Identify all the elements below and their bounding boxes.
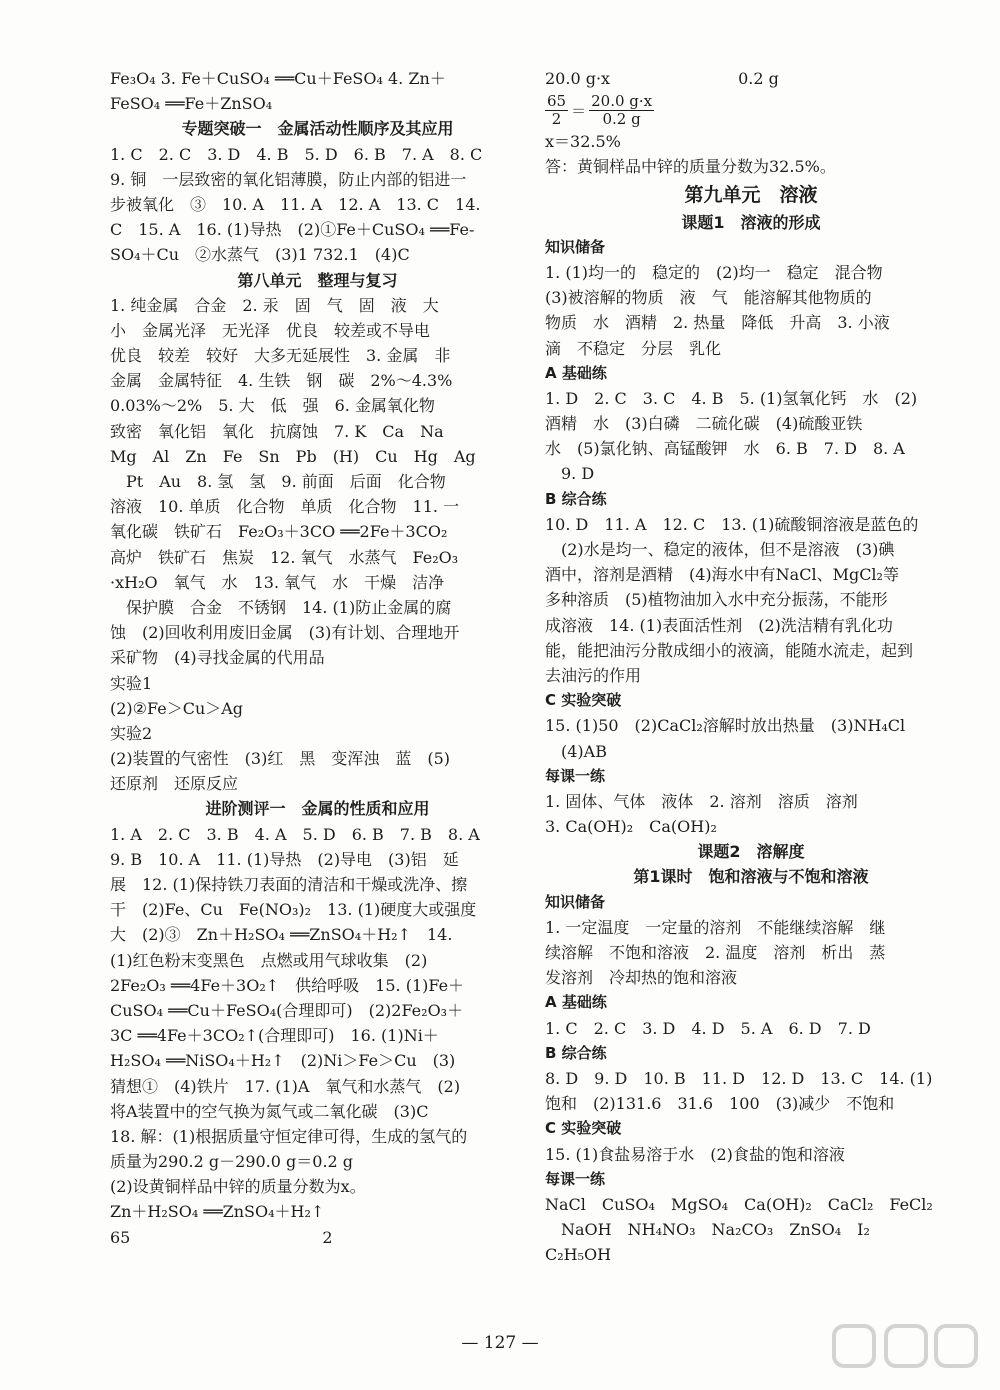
answer-line: 65 2 <box>110 1227 333 1247</box>
answer-line: 蚀 (2)回收利用废旧金属 (3)有计划、合理地开 <box>110 623 460 643</box>
answer-line: 答：黄铜样品中锌的质量分数为32.5%。 <box>545 157 836 177</box>
answer-line: 质量为290.2 g－290.0 g＝0.2 g <box>110 1152 354 1172</box>
answer-line: CuSO₄ ══Cu＋FeSO₄(合理即可) (2)2Fe₂O₃＋ <box>110 1000 464 1020</box>
subsection-label: C 实验突破 <box>545 1119 622 1138</box>
answer-line: 15. (1)食盐易溶于水 (2)食盐的饱和溶液 <box>545 1144 845 1164</box>
answer-line: NaCl CuSO₄ MgSO₄ Ca(OH)₂ CaCl₂ FeCl₂ <box>545 1194 933 1214</box>
left-column <box>110 66 525 1250</box>
answer-line: (1)红色粉末变黑色 点燃或用气球收集 (2) <box>110 950 428 970</box>
answer-line: (4)AB <box>545 741 607 761</box>
answer-line: H₂SO₄ ══NiSO₄＋H₂↑ (2)Ni＞Fe＞Cu (3) <box>110 1051 456 1071</box>
answer-line: C 15. A 16. (1)导热 (2)①Fe＋CuSO₄ ══Fe- <box>110 220 475 240</box>
answer-line: 展 12. (1)保持铁刀表面的清洁和干燥或洗净、擦 <box>110 875 468 894</box>
answer-line: FeSO₄ ══Fe＋ZnSO₄ <box>110 94 273 114</box>
answer-line: 饱和 (2)131.6 31.6 100 (3)减少 不饱和 <box>545 1094 895 1114</box>
answer-line: 将A装置中的空气换为氮气或二氧化碳 (3)C <box>110 1101 429 1121</box>
answer-line: 18. 解：(1)根据质量守恒定律可得，生成的氢气的 <box>110 1126 468 1146</box>
answer-line: 实验1 <box>110 673 153 693</box>
answer-line: NaOH NH₄NO₃ Na₂CO₃ ZnSO₄ I₂ <box>545 1220 870 1240</box>
answer-line: x＝32.5% <box>545 132 621 152</box>
answer-line: 发溶剂 冷却热的饱和溶液 <box>545 968 738 988</box>
answer-line: 0.03%～2% 5. 大 低 强 6. 金属氧化物 <box>110 396 435 416</box>
answer-line: 保护膜 合金 不锈钢 14. (1)防止金属的腐 <box>110 597 452 617</box>
answer-line: 氧化碳 铁矿石 Fe₂O₃＋3CO ══2Fe＋3CO₂ <box>110 522 448 542</box>
subsection-label: 知识储备 <box>545 237 606 256</box>
proportion-equation: 65 2 ＝ 20.0 g·x 0.2 g <box>547 91 653 128</box>
answer-line: 1. 固体、气体 液体 2. 溶剂 溶质 溶剂 <box>545 791 858 811</box>
section-heading: 专题突破一 金属活动性顺序及其应用 <box>181 119 454 139</box>
answer-line: 1. C 2. C 3. D 4. D 5. A 6. D 7. D <box>545 1018 871 1038</box>
answer-line: 能，能把油污分散成细小的液滴，能随水流走，起到 <box>545 640 914 660</box>
answer-line: (2)装置的气密性 (3)红 黑 变浑浊 蓝 (5) <box>110 749 450 769</box>
answer-line: 续溶解 不饱和溶液 2. 温度 溶剂 析出 蒸 <box>545 943 886 962</box>
subsection-label: 知识储备 <box>545 892 606 911</box>
answer-line: 酒中，溶剂是酒精 (4)海水中有NaCl、MgCl₂等 <box>545 565 899 585</box>
answer-line: 3C ══4Fe＋3CO₂↑(合理即可) 16. (1)Ni＋ <box>110 1026 439 1046</box>
answer-line: Pt Au 8. 氢 氢 9. 前面 后面 化合物 <box>110 472 446 491</box>
page-number: — 127 — <box>461 1333 539 1353</box>
subsection-label: 每课一练 <box>545 766 606 785</box>
answer-line: 物质 水 酒精 2. 热量 降低 升高 3. 小液 <box>545 313 890 333</box>
section-heading: 进阶测评一 金属的性质和应用 <box>205 799 430 819</box>
answer-line: Zn＋H₂SO₄ ══ZnSO₄＋H₂↑ <box>110 1202 325 1222</box>
answer-line: 大 (2)③ Zn＋H₂SO₄ ══ZnSO₄＋H₂↑ 14. <box>110 925 453 945</box>
answer-line: (3)被溶解的物质 液 气 能溶解其他物质的 <box>545 288 872 308</box>
section-heading: 第八单元 整理与复习 <box>237 270 398 290</box>
answer-line: 8. D 9. D 10. B 11. D 12. D 13. C 14. (1) <box>545 1068 933 1088</box>
answer-line: C₂H₅OH <box>545 1245 612 1265</box>
answer-line: 采矿物 (4)寻找金属的代用品 <box>110 648 325 668</box>
answer-line: (2)水是均一、稳定的液体，但不是溶液 (3)碘 <box>545 540 895 559</box>
answer-line: 小 金属光泽 无光泽 优良 较差或不导电 <box>110 320 431 340</box>
answer-line: 优良 较差 较好 大多无延展性 3. 金属 非 <box>110 346 451 366</box>
answer-line: 致密 氧化铝 氧化 抗腐蚀 7. K Ca Na <box>110 421 444 441</box>
answer-line: SO₄＋Cu ②水蒸气 (3)1 732.1 (4)C <box>110 245 410 265</box>
answer-line: 9. B 10. A 11. (1)导热 (2)导电 (3)铝 延 <box>110 849 459 869</box>
answer-line: Mg Al Zn Fe Sn Pb (H) Cu Hg Ag <box>110 446 476 466</box>
answer-line: 1. 纯金属 合金 2. 汞 固 气 固 液 大 <box>110 295 439 315</box>
answer-line: 实验2 <box>110 723 153 743</box>
answer-line: 高炉 铁矿石 焦炭 12. 氧气 水蒸气 Fe₂O₃ <box>110 547 459 567</box>
answer-line: (2)设黄铜样品中锌的质量分数为x。 <box>110 1177 366 1197</box>
answer-line: 20.0 g·x 0.2 g <box>545 69 779 88</box>
answer-line: 15. (1)50 (2)CaCl₂溶解时放出热量 (3)NH₄Cl <box>545 716 906 736</box>
subsection-label: A 基础练 <box>545 363 607 382</box>
unit-title: 第九单元 溶液 <box>684 183 818 206</box>
answer-line: 1. A 2. C 3. B 4. A 5. D 6. B 7. B 8. A <box>110 824 480 844</box>
answer-line: 1. D 2. C 3. C 4. B 5. (1)氢氧化钙 水 (2) <box>545 388 918 408</box>
answer-line: 猜想① (4)铁片 17. (1)A 氧气和水蒸气 (2) <box>110 1076 461 1096</box>
answer-line: 酒精 水 (3)白磷 二硫化碳 (4)硫酸亚铁 <box>545 414 863 434</box>
answer-line: 水 (5)氯化钠、高锰酸钾 水 6. B 7. D 8. A <box>545 439 905 459</box>
section-heading: 课题2 溶解度 <box>697 842 805 862</box>
answer-line: Fe₃O₄ 3. Fe＋CuSO₄ ══Cu＋FeSO₄ 4. Zn＋ <box>110 69 446 88</box>
answer-line: 1. 一定温度 一定量的溶剂 不能继续溶解 继 <box>545 917 886 937</box>
answer-line: 3. Ca(OH)₂ Ca(OH)₂ <box>545 817 717 837</box>
answer-line: 1. (1)均一的 稳定的 (2)均一 稳定 混合物 <box>545 262 883 282</box>
subsection-label: B 综合练 <box>545 489 607 508</box>
answer-line: ·xH₂O 氧气 水 13. 氧气 水 干燥 洁净 <box>110 572 445 592</box>
subsection-label: 每课一练 <box>545 1169 606 1188</box>
subsection-label: C 实验突破 <box>545 691 622 710</box>
answer-line: 金属 金属特征 4. 生铁 钢 碳 2%～4.3% <box>110 371 453 391</box>
answer-line: 10. D 11. A 12. C 13. (1)硫酸铜溶液是蓝色的 <box>545 514 919 534</box>
answer-line: 9. 铜 一层致密的氧化铝薄膜，防止内部的铝进一 <box>110 169 467 189</box>
answer-line: (2)②Fe＞Cu＞Ag <box>110 698 244 718</box>
answer-line: 成溶液 14. (1)表面活性剂 (2)洗洁精有乳化功 <box>545 615 893 635</box>
answer-line: 1. C 2. C 3. D 4. B 5. D 6. B 7. A 8. C <box>110 144 483 164</box>
answer-line: 步被氧化 ③ 10. A 11. A 12. A 13. C 14. <box>110 194 481 214</box>
section-heading: 课题1 溶液的形成 <box>681 212 821 232</box>
answer-line: 2Fe₂O₃ ══4Fe＋3O₂↑ 供给呼吸 15. (1)Fe＋ <box>110 975 465 995</box>
section-heading: 第1课时 饱和溶液与不饱和溶液 <box>633 867 869 887</box>
subsection-label: A 基础练 <box>545 993 607 1012</box>
answer-line: 多种溶质 (5)植物油加入水中充分振荡，不能形 <box>545 590 888 610</box>
answer-line: 干 (2)Fe、Cu Fe(NO₃)₂ 13. (1)硬度大或强度 <box>110 900 477 920</box>
answer-line: 还原剂 还原反应 <box>110 774 239 794</box>
answer-line: 9. D <box>545 464 595 484</box>
answer-line: 溶液 10. 单质 化合物 单质 化合物 11. 一 <box>110 497 460 517</box>
watermark-logo-icon <box>830 1320 980 1378</box>
answer-line: 滴 不稳定 分层 乳化 <box>545 338 722 358</box>
right-column <box>545 66 957 1267</box>
answer-line: 去油污的作用 <box>545 665 642 685</box>
subsection-label: B 综合练 <box>545 1043 607 1062</box>
